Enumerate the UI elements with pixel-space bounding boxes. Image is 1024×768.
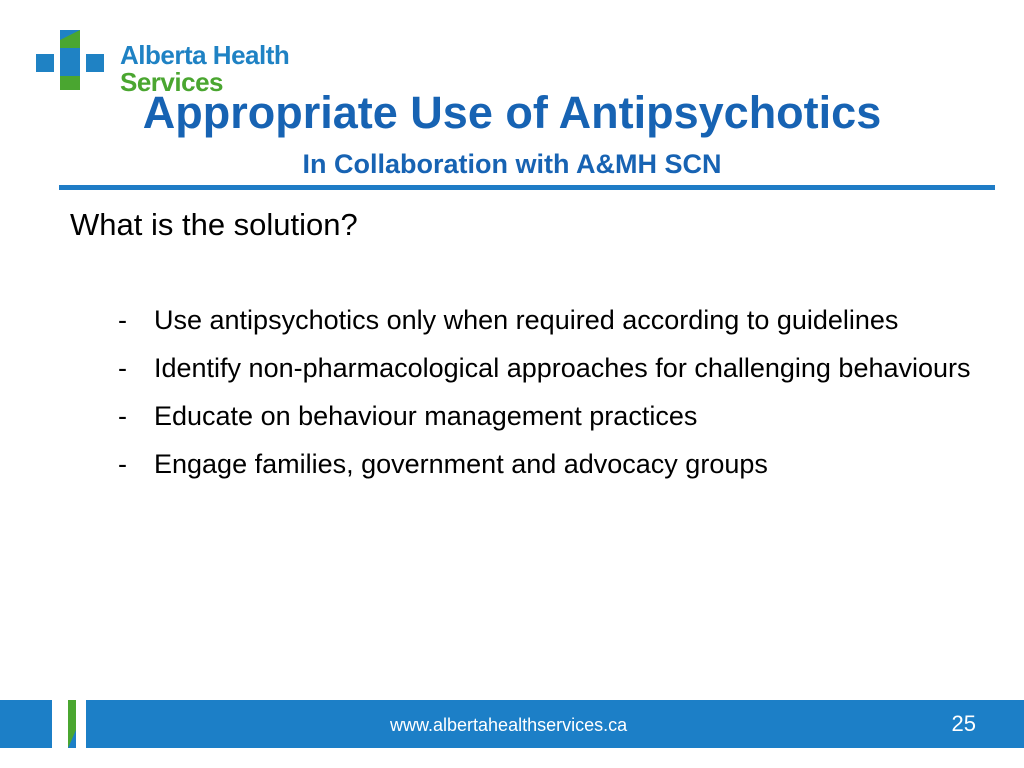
bullet-text: Use antipsychotics only when required according to guidelines [154,305,899,335]
slide-subtitle: In Collaboration with A&MH SCN [302,149,722,179]
alberta-health-cross-icon [34,22,106,98]
slide-title: Appropriate Use of Antipsychotics [142,87,882,138]
question-heading: What is the solution? [70,207,358,242]
logo-name-line1: Alberta Health [120,40,290,70]
page-number: 25 [951,711,976,736]
list-item [114,444,974,485]
bullet-marker: - [118,401,127,431]
list-item [114,348,974,389]
bullet-text: Educate on behaviour management practices [154,401,698,431]
footer-bracket-icon [52,700,92,748]
bullet-text: Engage families, government and advocacy groups [154,449,768,479]
bullet-marker: - [118,353,127,383]
title-divider [59,185,995,190]
bullet-marker: - [118,449,127,479]
solution-list [114,300,974,492]
logo-name-line2: Services [120,67,223,97]
list-item [114,396,974,437]
bullet-text: Identify non-pharmacological approaches for challenging behaviours [154,353,971,383]
bullet-marker: - [118,305,127,335]
footer-bar [0,700,1024,748]
list-item [114,300,974,341]
footer-url: www.albertahealthservices.ca [390,715,628,735]
